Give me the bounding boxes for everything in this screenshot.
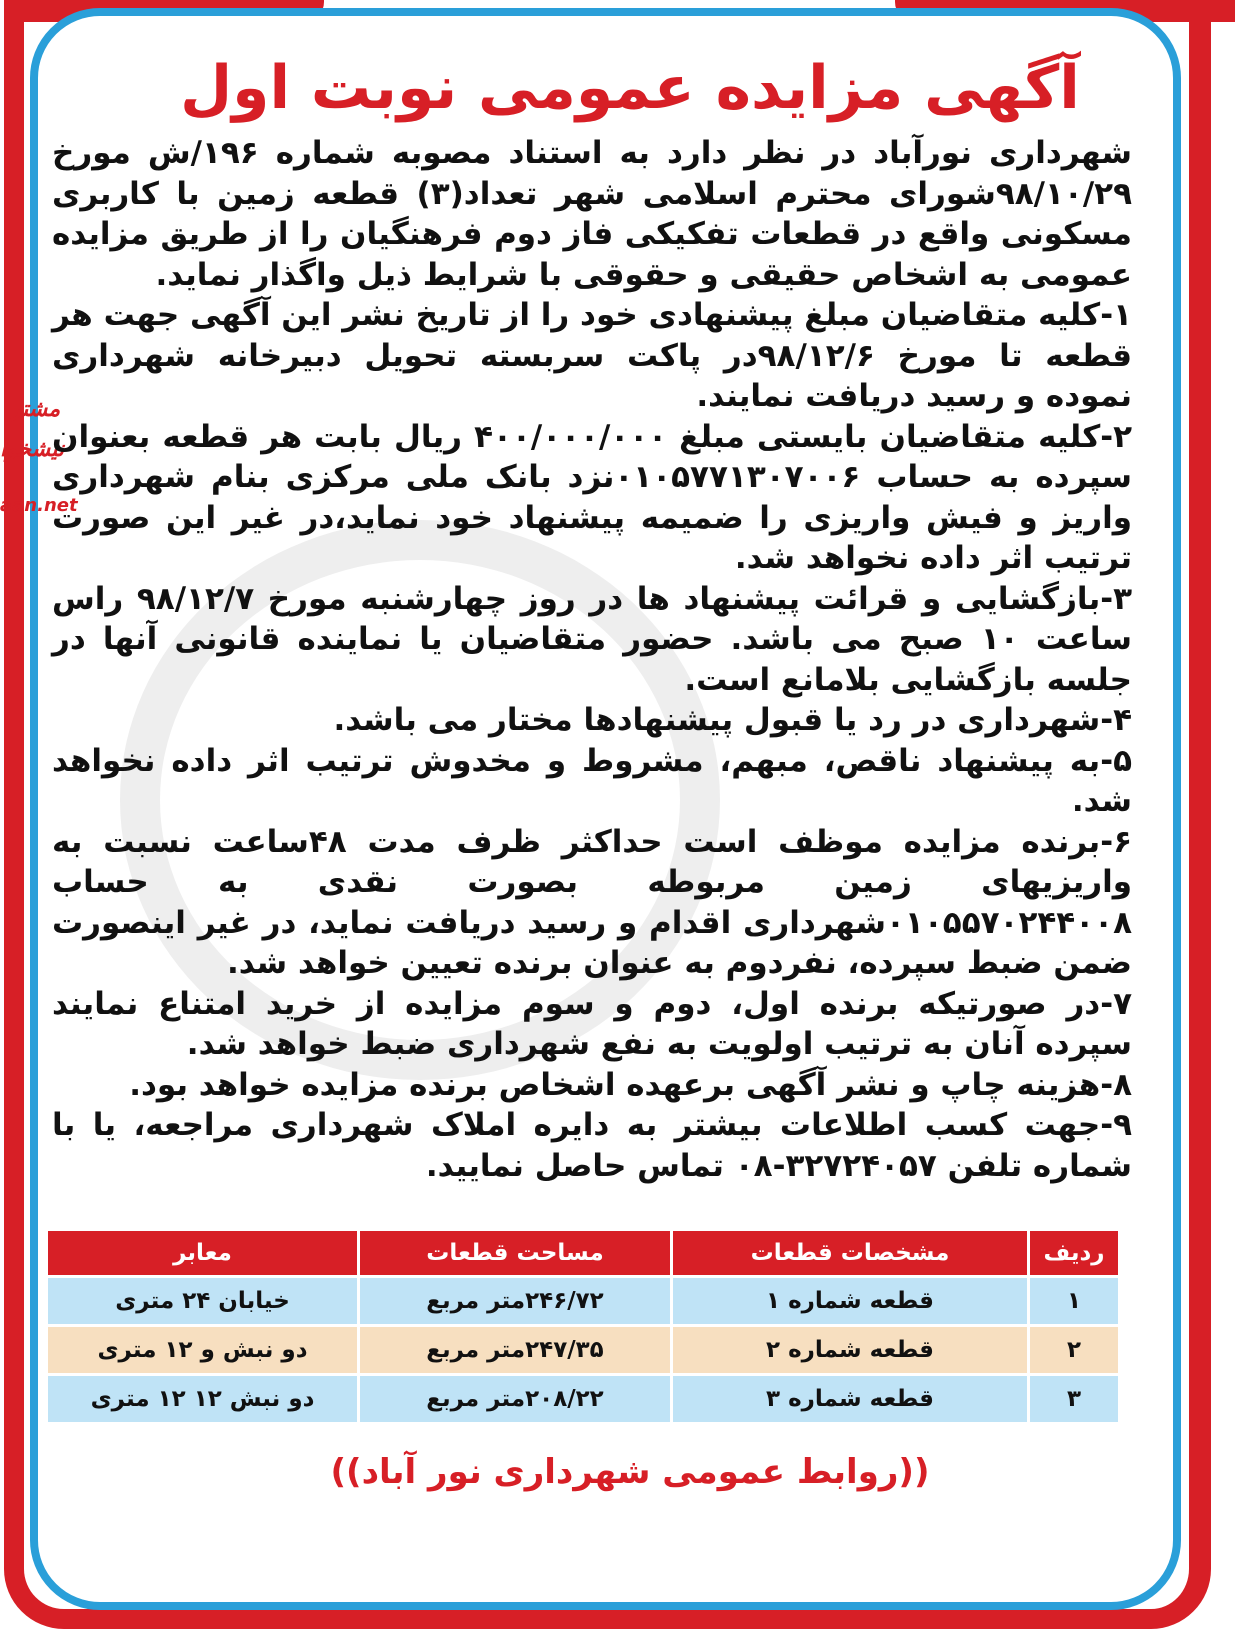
header-row-number: ردیف [1030,1231,1118,1275]
side-watermark-line2: نیشخوا [0,437,65,462]
ad-title: آگهی مزایده عمومی نوبت اول [180,53,1080,123]
cell-row-number: ۲ [1030,1327,1118,1373]
condition-2: ۲-کلیه متقاضیان بایستی مبلغ ۴۰۰/۰۰۰/۰۰۰ ریال بابت هر قطعه بعنوان سپرده به حساب ۰۱۰۵۷۷۱۳۰۷۰۰۶نزد بانک ملی مرکزی بنام شهرداری واریز و فیش واریزی را ضمیمه پیشنهاد خود نماید،در غیر این صورت ترتیب اثر داده نخواهد شد. [52,418,1133,576]
cell-row-number: ۱ [1030,1278,1118,1324]
header-lot-spec: مشخصات قطعات [673,1231,1027,1275]
condition-1: ۱-کلیه متقاضیان مبلغ پیشنهادی خود را از تاریخ نشر این آگهی جهت هر قطعه تا مورخ ۹۸/۱۲/۶در پاکت سربسته تحویل دبیرخانه شهرداری نموده و رسید دریافت نمایند. [52,297,1132,414]
cell-row-number: ۳ [1030,1376,1118,1422]
lots-table [45,1228,1121,1425]
condition-9: ۹-جهت کسب اطلاعات بیشتر به دایره املاک شهرداری مراجعه، یا با شماره تلفن ۳۲۷۲۴۰۵۷-۰۸ تماس حاصل نمایید. [52,1107,1132,1184]
condition-4: ۴-شهرداری در رد یا قبول پیشنهادها مختار می باشد. [333,702,1132,738]
cell-lot-spec: قطعه شماره ۳ [673,1376,1027,1422]
cell-lot-area: ۲۴۷/۳۵متر مربع [360,1327,670,1373]
cell-lot-area: ۲۴۶/۷۲متر مربع [360,1278,670,1324]
cell-lot-spec: قطعه شماره ۱ [673,1278,1027,1324]
table-header-row [48,1231,1118,1275]
header-streets: معابر [48,1231,357,1275]
condition-6: ۶-برنده مزایده موظف است حداکثر ظرف مدت ۴۸ساعت نسبت به واریزیهای زمین مربوطه بصورت نقدی به حساب ۰۱۰۵۵۷۰۲۴۴۰۰۸شهرداری اقدام و رسید دریافت نماید، در غیر اینصورت ضمن ضبط سپرده، نفردوم به عنوان برنده تعیین خواهد شد. [52,823,1132,981]
condition-5: ۵-به پیشنهاد ناقص، مبهم، مشروط و مخدوش ترتیب اثر داده نخواهد شد. [52,742,1132,819]
side-watermark-line1: مشتر [10,397,61,422]
condition-8: ۸-هزینه چاپ و نشر آگهی برعهده اشخاص برنده مزایده خواهد بود. [129,1066,1132,1103]
side-watermark-line3: aan.net [0,495,78,516]
cell-streets: دو نبش و ۱۲ متری [48,1327,357,1373]
ad-body [52,133,1132,1186]
condition-3: ۳-بازگشایی و قرائت پیشنهاد ها در روز چهارشنبه مورخ ۹۸/۱۲/۷ راس ساعت ۱۰ صبح می باشد. حضور متقاضیان یا نماینده قانونی آنها در جلسه بازگشایی بلامانع است. [52,580,1132,698]
header-lot-area: مساحت قطعات [360,1231,670,1275]
table-row [48,1278,1118,1324]
cell-lot-area: ۲۰۸/۲۲متر مربع [360,1376,670,1422]
cell-lot-spec: قطعه شماره ۲ [673,1327,1027,1373]
footer-signature: ((روابط عمومی شهرداری نور آباد)) [330,1452,930,1492]
cell-streets: دو نبش ۱۲ ۱۲ متری [48,1376,357,1422]
table-row [48,1327,1118,1373]
intro-paragraph: شهرداری نورآباد در نظر دارد به استناد مصوبه شماره ۱۹۶/ش مورخ ۹۸/۱۰/۲۹شورای محترم اسلامی شهر تعداد(۳) قطعه زمین با کاربری مسکونی واقع در قطعات تفکیکی فاز دوم فرهنگیان را از طریق مزایده عمومی به اشخاص حقیقی و حقوقی با شرایط ذیل واگذار نماید. [52,135,1132,293]
condition-7: ۷-در صورتیکه برنده اول، دوم و سوم مزایده از خرید امتناع نمایند سپرده آنان به ترتیب اولویت به نفع شهرداری ضبط خواهد شد. [52,985,1132,1062]
table-row [48,1376,1118,1422]
cell-streets: خیابان ۲۴ متری [48,1278,357,1324]
